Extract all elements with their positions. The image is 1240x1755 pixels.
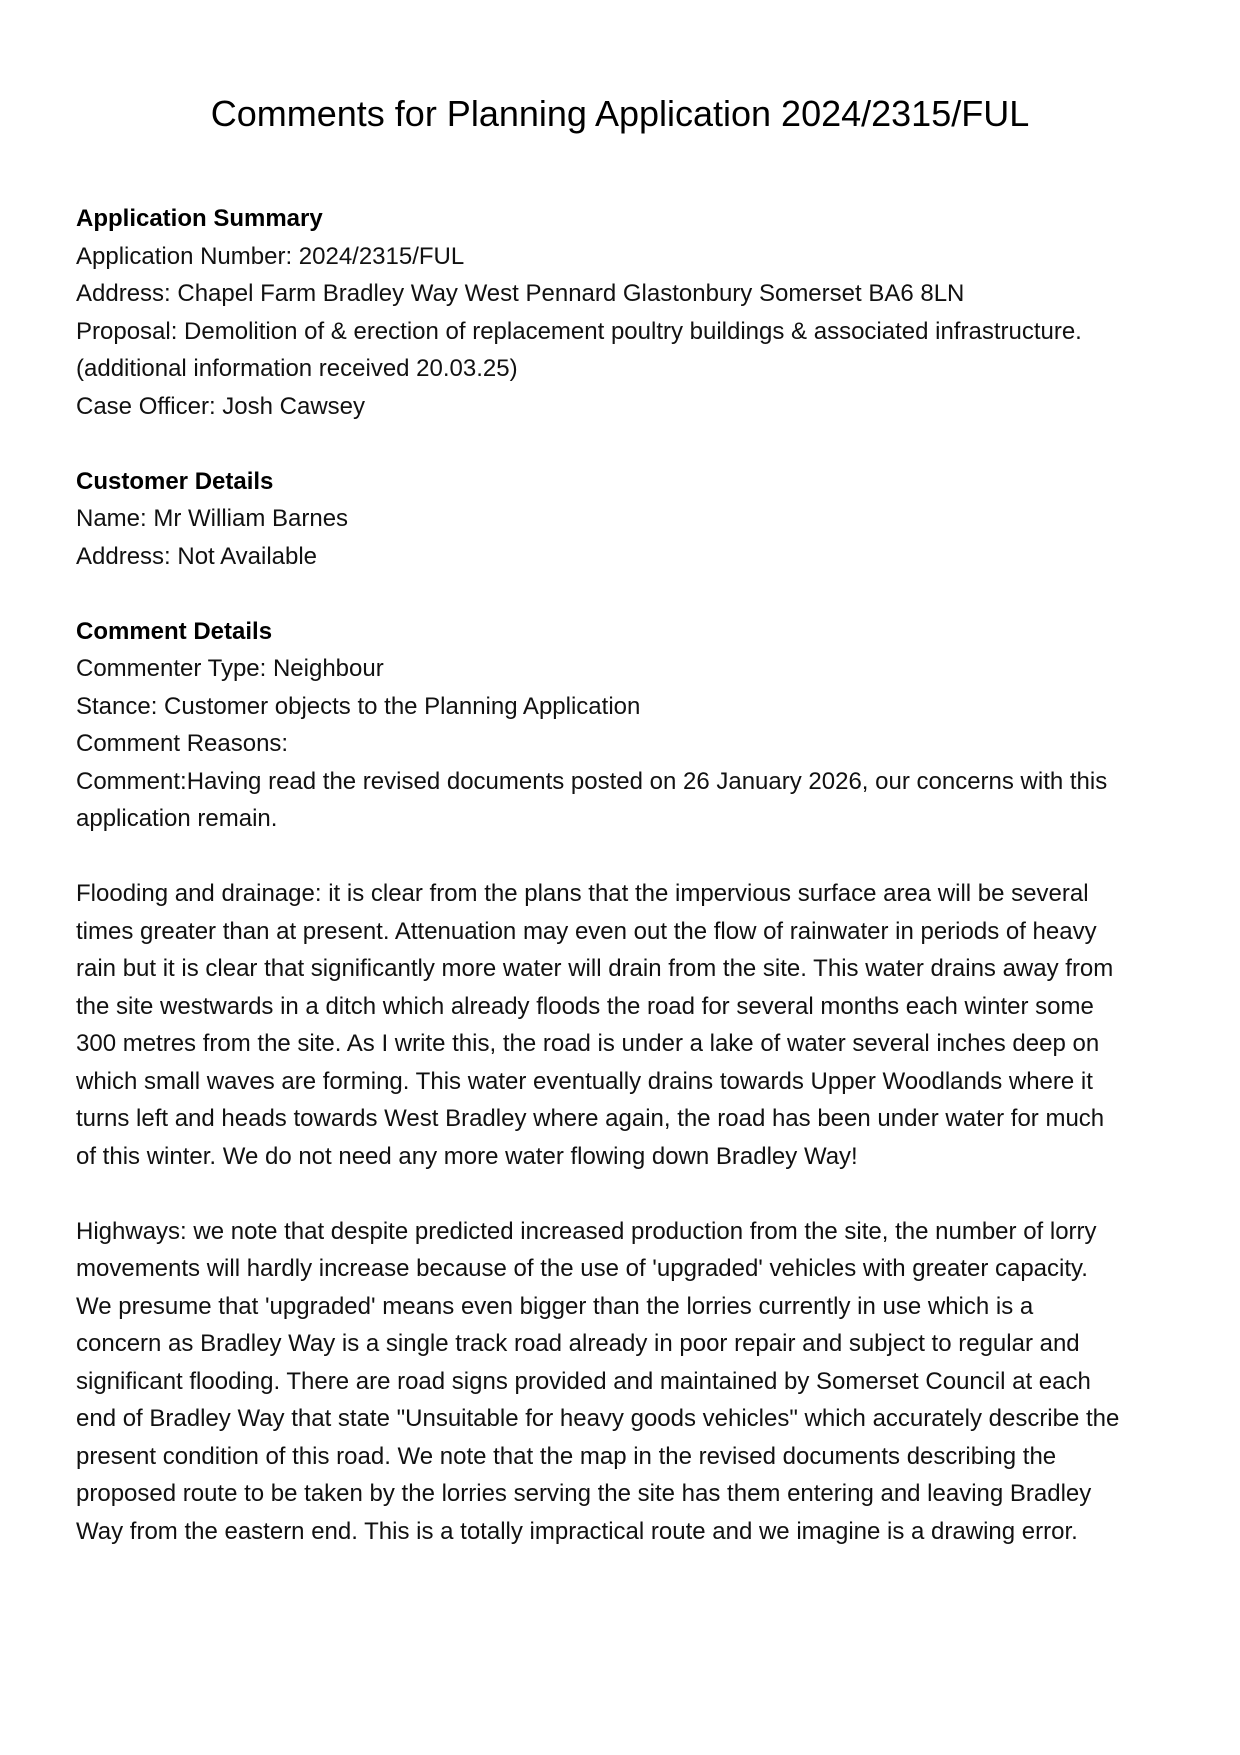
flooding-line: rain but it is clear that significantly more water will drain from the site. This water drains away from <box>76 955 1114 982</box>
highways-line: movements will hardly increase because of the use of 'upgraded' vehicles with greater capacity. <box>76 1255 1088 1282</box>
comment-line: application remain. <box>76 805 278 832</box>
page-title: Comments for Planning Application 2024/2315/FUL <box>210 93 1030 134</box>
customer-details-heading: Customer Details <box>76 467 274 495</box>
comment-details-heading: Comment Details <box>76 617 273 645</box>
application-summary-section <box>76 200 1176 425</box>
flooding-line: Flooding and drainage: it is clear from the plans that the impervious surface area will be several <box>76 880 1089 907</box>
customer-address: Address: Not Available <box>76 542 318 570</box>
comment-details-section <box>76 613 1176 1551</box>
proposal: Proposal: Demolition of & erection of replacement poultry buildings & associated infrastructure. <box>76 317 1082 345</box>
highways-line: Highways: we note that despite predicted increased production from the site, the number of lorry <box>76 1217 1097 1245</box>
highways-line: end of Bradley Way that state "Unsuitable for heavy goods vehicles" which accurately describe the <box>76 1405 1120 1432</box>
application-number: Application Number: 2024/2315/FUL <box>76 242 465 270</box>
highways-line: We presume that 'upgraded' means even bigger than the lorries currently in use which is a <box>76 1292 1034 1320</box>
comment-reasons: Comment Reasons: <box>76 730 289 757</box>
flooding-paragraph <box>76 875 1176 1175</box>
site-address: Address: Chapel Farm Bradley Way West Pennard Glastonbury Somerset BA6 8LN <box>76 280 965 307</box>
proposal-continued: (additional information received 20.03.25) <box>76 355 518 382</box>
flooding-line: times greater than at present. Attenuation may even out the flow of rainwater in periods of heavy <box>76 917 1097 945</box>
case-officer: Case Officer: Josh Cawsey <box>76 392 365 420</box>
flooding-line: of this winter. We do not need any more water flowing down Bradley Way! <box>76 1142 858 1170</box>
comment-line: Comment:Having read the revised documents posted on 26 January 2026, our concerns with this <box>76 767 1108 795</box>
highways-line: Way from the eastern end. This is a totally impractical route and we imagine is a drawing error. <box>76 1517 1078 1545</box>
application-summary-heading: Application Summary <box>76 205 323 232</box>
stance: Stance: Customer objects to the Planning Application <box>76 692 641 720</box>
customer-details-section <box>76 463 1176 576</box>
comment-intro-paragraph <box>76 763 1176 838</box>
highways-line: proposed route to be taken by the lorries serving the site has them entering and leaving Bradley <box>76 1480 1092 1507</box>
flooding-line: the site westwards in a ditch which already floods the road for several months each winter some <box>76 992 1094 1020</box>
commenter-type: Commenter Type: Neighbour <box>76 655 384 682</box>
highways-line: concern as Bradley Way is a single track road already in poor repair and subject to regular and <box>76 1330 1080 1357</box>
highways-line: present condition of this road. We note that the map in the revised documents describing the <box>76 1442 1057 1470</box>
flooding-line: 300 metres from the site. As I write this, the road is under a lake of water several inches deep on <box>76 1030 1100 1057</box>
highways-paragraph <box>76 1213 1176 1551</box>
highways-line: significant flooding. There are road signs provided and maintained by Somerset Council at each <box>76 1367 1091 1395</box>
flooding-line: turns left and heads towards West Bradley where again, the road has been under water for much <box>76 1105 1105 1132</box>
document-content <box>76 200 1176 1588</box>
customer-name: Name: Mr William Barnes <box>76 505 349 532</box>
flooding-line: which small waves are forming. This water eventually drains towards Upper Woodlands where it <box>76 1067 1093 1095</box>
